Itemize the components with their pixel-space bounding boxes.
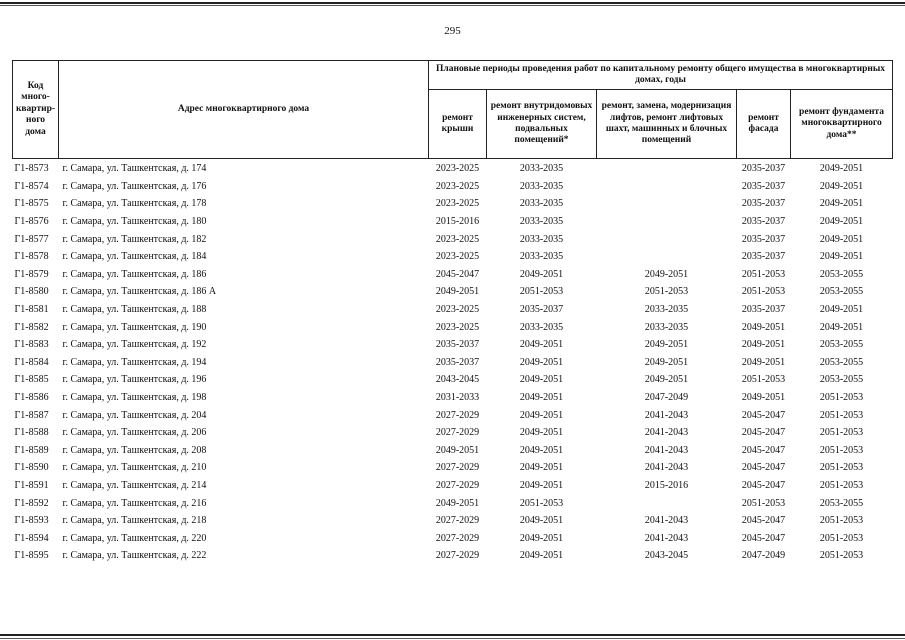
cell-foundation: 2051-2053: [819, 409, 864, 421]
cell-roof: 2023-2025: [435, 198, 480, 210]
cell-engineering: 2049-2051: [519, 550, 564, 562]
cell-elevator: [597, 494, 737, 512]
table-row: [13, 494, 893, 512]
cell-engineering: 2051-2053: [519, 286, 564, 298]
cell-foundation: 2049-2051: [819, 163, 864, 175]
cell-engineering: 2049-2051: [519, 462, 564, 474]
cell-address: г. Самара, ул. Ташкентская, д. 220: [62, 532, 207, 544]
cell-code: Г1-8595: [14, 550, 49, 562]
cell-roof: 2027-2029: [435, 409, 480, 421]
cell-roof: 2043-2045: [435, 374, 480, 386]
cell-facade: 2049-2051: [741, 356, 786, 368]
cell-address: г. Самара, ул. Ташкентская, д. 188: [62, 304, 207, 316]
table-row: [13, 529, 893, 547]
header-elevator: ремонт, замена, модернизация лифтов, ремонт лифтовых шахт, машинных и блочных помещений: [597, 90, 737, 159]
cell-code: Г1-8580: [14, 286, 49, 298]
cell-roof: 2049-2051: [435, 444, 480, 456]
cell-address: г. Самара, ул. Ташкентская, д. 198: [62, 392, 207, 404]
cell-code: Г1-8583: [14, 339, 49, 351]
cell-foundation: 2051-2053: [819, 392, 864, 404]
cell-roof: 2023-2025: [435, 251, 480, 263]
cell-engineering: 2049-2051: [519, 515, 564, 527]
table-row: [13, 301, 893, 319]
cell-roof: 2049-2051: [435, 497, 480, 509]
cell-code: Г1-8573: [14, 163, 49, 175]
cell-code: Г1-8582: [14, 321, 49, 333]
header-engineering: ремонт внутридомовых инженерных систем, подвальных помещений*: [487, 90, 597, 159]
cell-facade: 2035-2037: [741, 216, 786, 228]
cell-facade: 2051-2053: [741, 497, 786, 509]
page-number: 295: [444, 25, 461, 37]
cell-facade: 2049-2051: [741, 339, 786, 351]
cell-engineering: 2049-2051: [519, 356, 564, 368]
cell-foundation: 2051-2053: [819, 515, 864, 527]
cell-code: Г1-8586: [14, 392, 49, 404]
cell-code: Г1-8594: [14, 532, 49, 544]
cell-facade: 2045-2047: [741, 427, 786, 439]
table-row: [13, 512, 893, 530]
bottom-rule: [0, 634, 905, 636]
header-code: Код много-квартир-ного дома: [13, 61, 59, 159]
cell-engineering: 2033-2035: [519, 321, 564, 333]
cell-roof: 2031-2033: [435, 392, 480, 404]
cell-address: г. Самара, ул. Ташкентская, д. 184: [62, 251, 207, 263]
cell-facade: 2051-2053: [741, 286, 786, 298]
cell-code: Г1-8574: [14, 180, 49, 192]
cell-foundation: 2049-2051: [819, 251, 864, 263]
cell-facade: 2035-2037: [741, 180, 786, 192]
bottom-rule-thin: [0, 638, 905, 639]
cell-roof: 2023-2025: [435, 180, 480, 192]
table-row: [13, 159, 893, 178]
cell-roof: 2027-2029: [435, 550, 480, 562]
cell-address: г. Самара, ул. Ташкентская, д. 178: [62, 198, 207, 210]
cell-roof: 2045-2047: [435, 268, 480, 280]
header-roof: ремонт крыши: [429, 90, 487, 159]
cell-engineering: 2049-2051: [519, 409, 564, 421]
cell-facade: 2045-2047: [741, 409, 786, 421]
cell-facade: 2035-2037: [741, 304, 786, 316]
cell-code: Г1-8591: [14, 479, 49, 491]
cell-elevator: 2041-2043: [644, 427, 689, 439]
table-row: [13, 178, 893, 196]
cell-address: г. Самара, ул. Ташкентская, д. 204: [62, 409, 207, 421]
cell-engineering: 2049-2051: [519, 392, 564, 404]
cell-foundation: 2049-2051: [819, 321, 864, 333]
cell-address: г. Самара, ул. Ташкентская, д. 182: [62, 233, 207, 245]
cell-foundation: 2049-2051: [819, 198, 864, 210]
cell-elevator: 2051-2053: [644, 286, 689, 298]
cell-address: г. Самара, ул. Ташкентская, д. 190: [62, 321, 207, 333]
header-foundation: ремонт фундамента многоквартирного дома**: [791, 90, 893, 159]
cell-elevator: 2047-2049: [644, 392, 689, 404]
cell-address: г. Самара, ул. Ташкентская, д. 218: [62, 515, 207, 527]
cell-elevator: 2015-2016: [644, 479, 689, 491]
cell-code: Г1-8578: [14, 251, 49, 263]
cell-elevator: [597, 178, 737, 196]
header-periods: Плановые периоды проведения работ по капитальному ремонту общего имущества в многоквартирных домах, годы: [429, 61, 893, 90]
cell-address: г. Самара, ул. Ташкентская, д. 186 А: [62, 286, 217, 298]
cell-address: г. Самара, ул. Ташкентская, д. 194: [62, 356, 207, 368]
cell-roof: 2027-2029: [435, 462, 480, 474]
cell-foundation: 2049-2051: [819, 233, 864, 245]
table-row: [13, 477, 893, 495]
cell-facade: 2045-2047: [741, 479, 786, 491]
cell-address: г. Самара, ул. Ташкентская, д. 176: [62, 180, 207, 192]
cell-elevator: [597, 230, 737, 248]
cell-elevator: [597, 159, 737, 178]
cell-engineering: 2049-2051: [519, 374, 564, 386]
table-row: [13, 424, 893, 442]
cell-facade: 2045-2047: [741, 444, 786, 456]
top-rule: [0, 2, 905, 4]
cell-elevator: 2033-2035: [644, 321, 689, 333]
cell-roof: 2035-2037: [435, 339, 480, 351]
table-row: [13, 230, 893, 248]
cell-foundation: 2049-2051: [819, 216, 864, 228]
table-row: [13, 283, 893, 301]
cell-elevator: 2049-2051: [644, 339, 689, 351]
table-body: [13, 159, 893, 565]
cell-engineering: 2049-2051: [519, 268, 564, 280]
cell-address: г. Самара, ул. Ташкентская, д. 180: [62, 216, 207, 228]
cell-engineering: 2049-2051: [519, 427, 564, 439]
cell-elevator: 2041-2043: [644, 444, 689, 456]
cell-code: Г1-8577: [14, 233, 49, 245]
cell-facade: 2047-2049: [741, 550, 786, 562]
cell-facade: 2049-2051: [741, 321, 786, 333]
table-row: [13, 213, 893, 231]
cell-engineering: 2049-2051: [519, 532, 564, 544]
cell-engineering: 2033-2035: [519, 198, 564, 210]
cell-elevator: 2041-2043: [644, 532, 689, 544]
cell-address: г. Самара, ул. Ташкентская, д. 192: [62, 339, 207, 351]
cell-foundation: 2051-2053: [819, 550, 864, 562]
cell-foundation: 2053-2055: [819, 286, 864, 298]
cell-foundation: 2051-2053: [819, 462, 864, 474]
cell-code: Г1-8590: [14, 462, 49, 474]
cell-elevator: 2049-2051: [644, 356, 689, 368]
cell-engineering: 2033-2035: [519, 180, 564, 192]
cell-code: Г1-8592: [14, 497, 49, 509]
table-row: [13, 266, 893, 284]
cell-address: г. Самара, ул. Ташкентская, д. 206: [62, 427, 207, 439]
cell-engineering: 2049-2051: [519, 444, 564, 456]
cell-foundation: 2051-2053: [819, 532, 864, 544]
cell-code: Г1-8589: [14, 444, 49, 456]
cell-code: Г1-8579: [14, 268, 49, 280]
cell-engineering: 2051-2053: [519, 497, 564, 509]
cell-elevator: [597, 213, 737, 231]
cell-code: Г1-8584: [14, 356, 49, 368]
cell-roof: 2023-2025: [435, 233, 480, 245]
cell-address: г. Самара, ул. Ташкентская, д. 222: [62, 550, 207, 562]
cell-foundation: 2051-2053: [819, 427, 864, 439]
cell-foundation: 2053-2055: [819, 268, 864, 280]
cell-foundation: 2051-2053: [819, 479, 864, 491]
cell-elevator: 2049-2051: [644, 374, 689, 386]
table-row: [13, 248, 893, 266]
cell-facade: 2045-2047: [741, 462, 786, 474]
cell-roof: 2023-2025: [435, 321, 480, 333]
cell-facade: 2035-2037: [741, 198, 786, 210]
cell-code: Г1-8575: [14, 198, 49, 210]
cell-elevator: 2041-2043: [644, 462, 689, 474]
cell-foundation: 2053-2055: [819, 374, 864, 386]
cell-address: г. Самара, ул. Ташкентская, д. 208: [62, 444, 207, 456]
cell-address: г. Самара, ул. Ташкентская, д. 214: [62, 479, 207, 491]
cell-code: Г1-8576: [14, 216, 49, 228]
cell-roof: 2035-2037: [435, 356, 480, 368]
cell-facade: 2035-2037: [741, 251, 786, 263]
header-address: Адрес многоквартирного дома: [59, 61, 429, 159]
table-row: [13, 442, 893, 460]
cell-facade: 2051-2053: [741, 374, 786, 386]
cell-foundation: 2049-2051: [819, 180, 864, 192]
cell-elevator: [597, 195, 737, 213]
cell-foundation: 2053-2055: [819, 356, 864, 368]
table-row: [13, 336, 893, 354]
cell-elevator: 2043-2045: [644, 550, 689, 562]
cell-engineering: 2033-2035: [519, 216, 564, 228]
cell-facade: 2045-2047: [741, 515, 786, 527]
table-row: [13, 195, 893, 213]
cell-foundation: 2051-2053: [819, 444, 864, 456]
table-row: [13, 354, 893, 372]
cell-roof: 2023-2025: [435, 163, 480, 175]
cell-address: г. Самара, ул. Ташкентская, д. 210: [62, 462, 207, 474]
cell-engineering: 2033-2035: [519, 233, 564, 245]
cell-roof: 2027-2029: [435, 532, 480, 544]
cell-facade: 2045-2047: [741, 532, 786, 544]
cell-facade: 2035-2037: [741, 163, 786, 175]
table-row: [13, 389, 893, 407]
cell-code: Г1-8581: [14, 304, 49, 316]
cell-engineering: 2033-2035: [519, 251, 564, 263]
cell-elevator: 2041-2043: [644, 409, 689, 421]
cell-facade: 2049-2051: [741, 392, 786, 404]
table-row: [13, 371, 893, 389]
cell-elevator: 2033-2035: [644, 304, 689, 316]
cell-code: Г1-8588: [14, 427, 49, 439]
cell-address: г. Самара, ул. Ташкентская, д. 196: [62, 374, 207, 386]
table-row: [13, 406, 893, 424]
table-row: [13, 459, 893, 477]
cell-elevator: 2041-2043: [644, 515, 689, 527]
cell-foundation: 2049-2051: [819, 304, 864, 316]
cell-elevator: 2049-2051: [644, 268, 689, 280]
cell-address: г. Самара, ул. Ташкентская, д. 174: [62, 163, 207, 175]
cell-facade: 2035-2037: [741, 233, 786, 245]
cell-engineering: 2049-2051: [519, 479, 564, 491]
cell-address: г. Самара, ул. Ташкентская, д. 216: [62, 497, 207, 509]
cell-code: Г1-8585: [14, 374, 49, 386]
cell-roof: 2027-2029: [435, 479, 480, 491]
cell-roof: 2027-2029: [435, 515, 480, 527]
table-row: [13, 547, 893, 565]
cell-foundation: 2053-2055: [819, 339, 864, 351]
table-row: [13, 318, 893, 336]
top-rule-thin: [0, 5, 905, 6]
cell-roof: 2015-2016: [435, 216, 480, 228]
cell-facade: 2051-2053: [741, 268, 786, 280]
cell-roof: 2049-2051: [435, 286, 480, 298]
cell-code: Г1-8587: [14, 409, 49, 421]
cell-code: Г1-8593: [14, 515, 49, 527]
cell-elevator: [597, 248, 737, 266]
header-facade: ремонт фасада: [737, 90, 791, 159]
repair-schedule-table: [12, 60, 893, 565]
cell-roof: 2023-2025: [435, 304, 480, 316]
cell-engineering: 2049-2051: [519, 339, 564, 351]
cell-roof: 2027-2029: [435, 427, 480, 439]
cell-engineering: 2033-2035: [519, 163, 564, 175]
cell-foundation: 2053-2055: [819, 497, 864, 509]
cell-address: г. Самара, ул. Ташкентская, д. 186: [62, 268, 207, 280]
cell-engineering: 2035-2037: [519, 304, 564, 316]
